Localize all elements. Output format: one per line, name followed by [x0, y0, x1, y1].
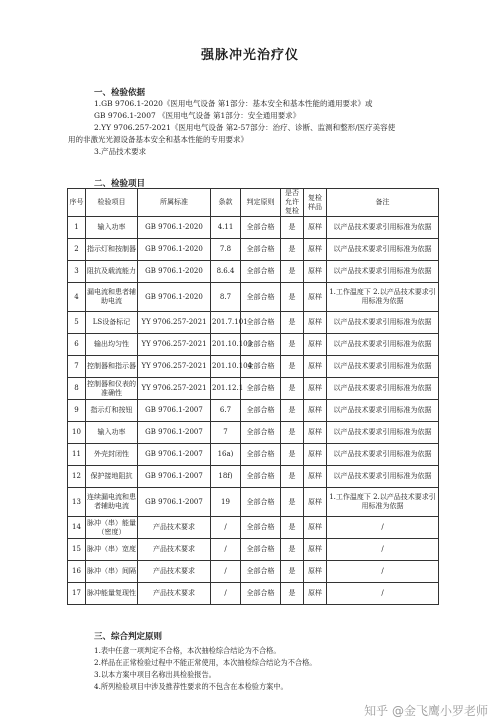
table-cell: 以产品技术要求引用标准为依据 — [327, 356, 439, 378]
table-cell: / — [211, 539, 241, 561]
table-cell: 4 — [68, 283, 86, 312]
table-cell: 脉冲能量复现性 — [86, 583, 138, 605]
col-header: 序号 — [68, 189, 86, 217]
table-cell: 8.7 — [211, 283, 241, 312]
table-cell: 原样 — [304, 583, 327, 605]
table-row — [68, 539, 439, 561]
table-cell: 是 — [281, 356, 304, 378]
table-cell: 是 — [281, 334, 304, 356]
table-cell: 13 — [68, 488, 86, 517]
table-cell: 输出均匀性 — [86, 334, 138, 356]
table-cell: 原样 — [304, 217, 327, 239]
table-cell: 全部合格 — [241, 466, 281, 488]
basis-list — [68, 98, 434, 158]
table-row — [68, 561, 439, 583]
table-cell: 原样 — [304, 261, 327, 283]
table-cell: 全部合格 — [241, 312, 281, 334]
table-cell: 以产品技术要求引用标准为依据 — [327, 400, 439, 422]
table-cell: / — [211, 517, 241, 539]
section1-heading: 一、检验依据 — [94, 88, 146, 98]
table-row — [68, 444, 439, 466]
table-cell: 原样 — [304, 239, 327, 261]
table-cell: 6.7 — [211, 400, 241, 422]
table-cell: YY 9706.257-2021 — [138, 334, 211, 356]
table-cell: 201.7.101 — [211, 312, 241, 334]
table-cell: GB 9706.1-2020 — [138, 239, 211, 261]
table-row — [68, 312, 439, 334]
table-cell: 是 — [281, 261, 304, 283]
table-cell: 19 — [211, 488, 241, 517]
section3-heading: 三、综合判定原则 — [94, 632, 163, 642]
table-cell: 全部合格 — [241, 517, 281, 539]
watermark: 知乎 @金飞鹰小罗老师 — [364, 704, 488, 718]
table-cell: 原样 — [304, 312, 327, 334]
table-cell: 原样 — [304, 466, 327, 488]
table-cell: YY 9706.257-2021 — [138, 378, 211, 400]
table-cell: GB 9706.1-2007 — [138, 466, 211, 488]
table-cell: 以产品技术要求引用标准为依据 — [327, 261, 439, 283]
table-cell: LS设备标记 — [86, 312, 138, 334]
table-cell: / — [327, 561, 439, 583]
table-cell: 原样 — [304, 356, 327, 378]
table-cell: 全部合格 — [241, 488, 281, 517]
rule-line-2: 2.样品在正常检验过程中不能正常使用，本次抽检综合结论为不合格。 — [94, 658, 317, 667]
rule-line-1: 1.表中任意一项判定不合格，本次抽检综合结论为不合格。 — [94, 646, 281, 655]
table-cell: 11 — [68, 444, 86, 466]
table-header-row — [68, 189, 439, 217]
table-cell: 9 — [68, 400, 86, 422]
table-cell: 以产品技术要求引用标准为依据 — [327, 217, 439, 239]
table-row — [68, 488, 439, 517]
table-cell: 4.11 — [211, 217, 241, 239]
rule-line-4: 4.所列检验项目中涉及推荐性要求的不包含在本检验方案中。 — [94, 682, 288, 691]
table-cell: / — [327, 539, 439, 561]
table-row — [68, 400, 439, 422]
col-header: 复检样品 — [304, 189, 327, 217]
table-cell: 以产品技术要求引用标准为依据 — [327, 466, 439, 488]
table-cell: / — [211, 583, 241, 605]
table-cell: 原样 — [304, 517, 327, 539]
table-cell: 是 — [281, 539, 304, 561]
table-cell: 全部合格 — [241, 539, 281, 561]
table-row — [68, 517, 439, 539]
table-cell: 201.10.104 — [211, 356, 241, 378]
table-cell: 全部合格 — [241, 422, 281, 444]
basis-line-1: 1.GB 9706.1-2020《医用电气设备 第1部分：基本安全和基本性能的通用要求》或 — [94, 99, 373, 108]
table-cell: 是 — [281, 444, 304, 466]
table-cell: 17 — [68, 583, 86, 605]
table-cell: 产品技术要求 — [138, 583, 211, 605]
table-cell: 以产品技术要求引用标准为依据 — [327, 444, 439, 466]
basis-line-5: 3.产品技术要求 — [94, 147, 147, 156]
table-cell: 输入功率 — [86, 217, 138, 239]
table-cell: 脉冲（串）间隔 — [86, 561, 138, 583]
table-cell: 是 — [281, 488, 304, 517]
table-cell: 以产品技术要求引用标准为依据 — [327, 378, 439, 400]
table-cell: 12 — [68, 466, 86, 488]
table-cell: 是 — [281, 561, 304, 583]
table-cell: 7.8 — [211, 239, 241, 261]
table-cell: 以产品技术要求引用标准为依据 — [327, 422, 439, 444]
table-cell: 保护接地阻抗 — [86, 466, 138, 488]
table-cell: YY 9706.257-2021 — [138, 356, 211, 378]
table-cell: 18f) — [211, 466, 241, 488]
table-cell: 是 — [281, 239, 304, 261]
table-cell: 外壳封闭性 — [86, 444, 138, 466]
table-row — [68, 422, 439, 444]
table-cell: 6 — [68, 334, 86, 356]
table-cell: 全部合格 — [241, 261, 281, 283]
table-cell: YY 9706.257-2021 — [138, 312, 211, 334]
inspection-items-table — [67, 188, 439, 605]
table-cell: 产品技术要求 — [138, 561, 211, 583]
table-cell: 脉冲（串）宽度 — [86, 539, 138, 561]
table-cell: 控制器和仪表的准确性 — [86, 378, 138, 400]
table-cell: GB 9706.1-2020 — [138, 217, 211, 239]
table-cell: 15 — [68, 539, 86, 561]
table-cell: 是 — [281, 422, 304, 444]
col-header: 所属标准 — [138, 189, 211, 217]
table-cell: 16 — [68, 561, 86, 583]
table-cell: 1.工作温度下 2.以产品技术要求引用标准为依据 — [327, 283, 439, 312]
table-cell: 原样 — [304, 444, 327, 466]
table-cell: 是 — [281, 517, 304, 539]
table-cell: 以产品技术要求引用标准为依据 — [327, 334, 439, 356]
table-cell: 201.12.1 — [211, 378, 241, 400]
table-cell: 全部合格 — [241, 239, 281, 261]
table-cell: 产品技术要求 — [138, 517, 211, 539]
table-cell: 原样 — [304, 283, 327, 312]
table-cell: 是 — [281, 378, 304, 400]
table-cell: GB 9706.1-2020 — [138, 283, 211, 312]
table-cell: 14 — [68, 517, 86, 539]
table-cell: 脉冲（串）能量（密度） — [86, 517, 138, 539]
table-cell: 连续漏电流和患者辅助电流 — [86, 488, 138, 517]
table-cell: 10 — [68, 422, 86, 444]
basis-line-4: 用的非激光光源设备基本安全和基本性能的专用要求》 — [68, 135, 248, 144]
table-cell: 全部合格 — [241, 356, 281, 378]
table-row — [68, 356, 439, 378]
table-cell: 全部合格 — [241, 217, 281, 239]
table-cell: 指示灯和按钮 — [86, 400, 138, 422]
table-row — [68, 239, 439, 261]
table-cell: 7 — [68, 356, 86, 378]
table-cell: 原样 — [304, 400, 327, 422]
table-cell: 产品技术要求 — [138, 539, 211, 561]
basis-line-3: 2.YY 9706.257-2021《医用电气设备 第2-57部分：治疗、诊断、监测和整形/医疗美容使 — [94, 123, 396, 132]
rule-line-3: 3.以本方案中项目名称出具检验报告。 — [94, 670, 216, 679]
table-cell: 漏电流和患者辅助电流 — [86, 283, 138, 312]
table-cell: 指示灯和按制器 — [86, 239, 138, 261]
table-cell: 全部合格 — [241, 444, 281, 466]
table-cell: 原样 — [304, 561, 327, 583]
col-header: 条款 — [211, 189, 241, 217]
col-header: 判定原则 — [241, 189, 281, 217]
table-body — [68, 217, 439, 605]
table-cell: 5 — [68, 312, 86, 334]
section2-heading: 二、检验项目 — [94, 179, 146, 189]
table-cell: / — [327, 517, 439, 539]
col-header: 检验项目 — [86, 189, 138, 217]
table-cell: 全部合格 — [241, 334, 281, 356]
table-cell: / — [211, 561, 241, 583]
table-cell: GB 9706.1-2007 — [138, 422, 211, 444]
table-cell: 是 — [281, 466, 304, 488]
table-cell: 以产品技术要求引用标准为依据 — [327, 239, 439, 261]
table-cell: 是 — [281, 283, 304, 312]
table-cell: 原样 — [304, 539, 327, 561]
table-cell: 原样 — [304, 378, 327, 400]
document-title: 强脉冲光治疗仪 — [200, 48, 299, 63]
table-cell: 1.工作温度下 2.以产品技术要求引用标准为依据 — [327, 488, 439, 517]
table-row — [68, 217, 439, 239]
table-cell: 是 — [281, 312, 304, 334]
table-cell: 全部合格 — [241, 378, 281, 400]
table-row — [68, 378, 439, 400]
table-cell: 全部合格 — [241, 283, 281, 312]
table-row — [68, 583, 439, 605]
table-row — [68, 261, 439, 283]
col-header: 备注 — [327, 189, 439, 217]
table-cell: 以产品技术要求引用标准为依据 — [327, 312, 439, 334]
table-cell: 3 — [68, 261, 86, 283]
table-cell: 是 — [281, 400, 304, 422]
table-row — [68, 334, 439, 356]
table-cell: 是 — [281, 217, 304, 239]
judgment-rules — [94, 631, 434, 693]
table-cell: GB 9706.1-2007 — [138, 400, 211, 422]
table-cell: 控制器和指示器 — [86, 356, 138, 378]
table-cell: 8.6.4 — [211, 261, 241, 283]
table-cell: 201.10.103 — [211, 334, 241, 356]
table-cell: 原样 — [304, 422, 327, 444]
basis-line-2: GB 9706.1-2007 《医用电气设备 第1部分：安全通用要求》 — [94, 111, 301, 120]
table-cell: GB 9706.1-2007 — [138, 488, 211, 517]
table-cell: 原样 — [304, 334, 327, 356]
table-cell: 阻抗及载流能力 — [86, 261, 138, 283]
table-cell: 8 — [68, 378, 86, 400]
table-row — [68, 466, 439, 488]
table-row — [68, 283, 439, 312]
table-cell: 是 — [281, 583, 304, 605]
table-cell: 1 — [68, 217, 86, 239]
table-cell: 全部合格 — [241, 583, 281, 605]
table-cell: / — [327, 583, 439, 605]
table-cell: 2 — [68, 239, 86, 261]
col-header: 是否允许复检 — [281, 189, 304, 217]
table-cell: 全部合格 — [241, 561, 281, 583]
table-cell: 输入功率 — [86, 422, 138, 444]
table-cell: 7 — [211, 422, 241, 444]
table-cell: 16a) — [211, 444, 241, 466]
table-cell: GB 9706.1-2020 — [138, 261, 211, 283]
table-cell: 原样 — [304, 488, 327, 517]
table-cell: GB 9706.1-2007 — [138, 444, 211, 466]
table-cell: 全部合格 — [241, 400, 281, 422]
